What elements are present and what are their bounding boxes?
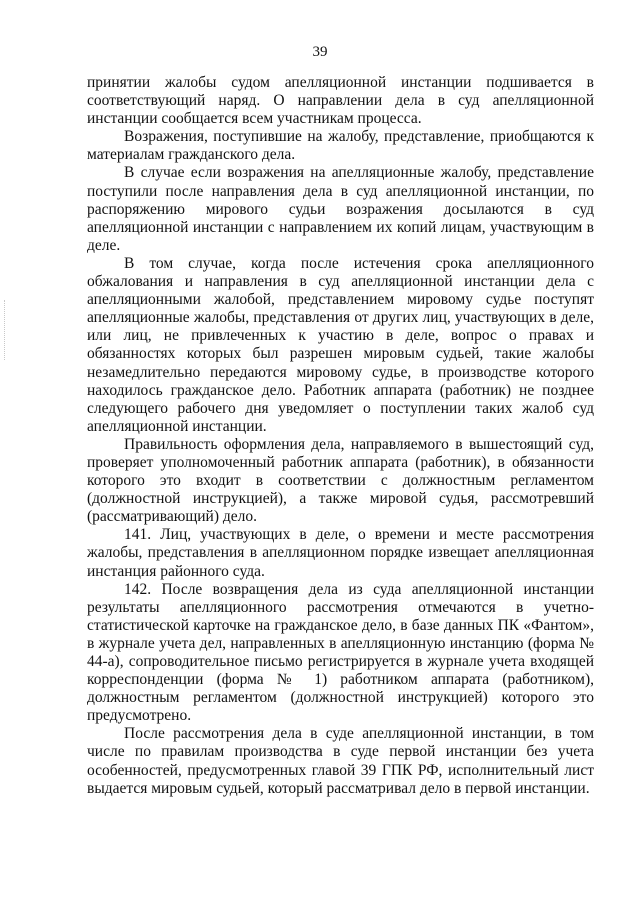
paragraph-objections: Возражения, поступившие на жалобу, представление, приобщаются к материалам гражданского дела. [87,128,594,164]
paragraph-case-check: Правильность оформления дела, направляемого в вышестоящий суд, проверяет уполномоченный работник аппарата (работник), в обязанности которого это входит в соответствии с должностным регламентом (должностной инструкцией), а также мировой судья, рассмотревший (рассматривающий) дело. [87,435,594,526]
paragraph-141: 141. Лиц, участвующих в деле, о времени и месте рассмотрения жалобы, представления в апелляционном порядке извещает апелляционная инстанция районного суда. [87,526,594,580]
page-number: 39 [312,44,328,60]
page-body [87,74,594,798]
paragraph-142: 142. После возвращения дела из суда апелляционной инстанции результаты апелляционного рассмотрения отмечаются в учетно-статистической карточке на гражданское дело, в базе данных ПК «Фантом», в журнале учета дел, направленных в апелляционную инстанцию (форма № 44-а), сопроводительное письмо регистрируется в журнале учета входящей корреспонденции (форма № 1) работником аппарата (работником), должностным регламентом (должностной инструкцией) которого это предусмотрено. [87,580,594,725]
paragraph-late-objections: В случае если возражения на апелляционные жалобу, представление поступили после направления дела в суд апелляционной инстанции, по распоряжению мирового судьи возражения досылаются в суд апелляционной инстанции с направлением их копий лицам, участвующим в деле. [87,164,594,254]
paragraph-continuation: принятии жалобы судом апелляционной инстанции подшивается в соответствующий наряд. О направлении дела в суд апелляционной инстанции сообщается всем участникам процесса. [87,74,594,128]
paragraph-writ-of-execution: После рассмотрения дела в суде апелляционной инстанции, в том числе по правилам производства в суде первой инстанции без учета особенностей, предусмотренных главой 39 ГПК РФ, исполнительный лист выдается мировым судьей, который рассматривал дело в первой инстанции. [87,725,594,797]
paragraph-late-appeals: В том случае, когда после истечения срока апелляционного обжалования и направления в суд апелляционной инстанции дела с апелляционными жалобой, представлением мировому судье поступят апелляционные жалобы, представления от других лиц, участвующих в деле, или лиц, не привлеченных к участию в деле, вопрос о правах и обязанностях которых был разрешен мировым судьей, такие жалобы незамедлительно передаются мировому судье, в производстве которого находилось гражданское дело. Работник аппарата (работник) не позднее следующего рабочего дня уведомляет о поступлении таких жалоб суд апелляционной инстанции. [87,254,594,435]
scan-margin-mark [4,300,6,360]
